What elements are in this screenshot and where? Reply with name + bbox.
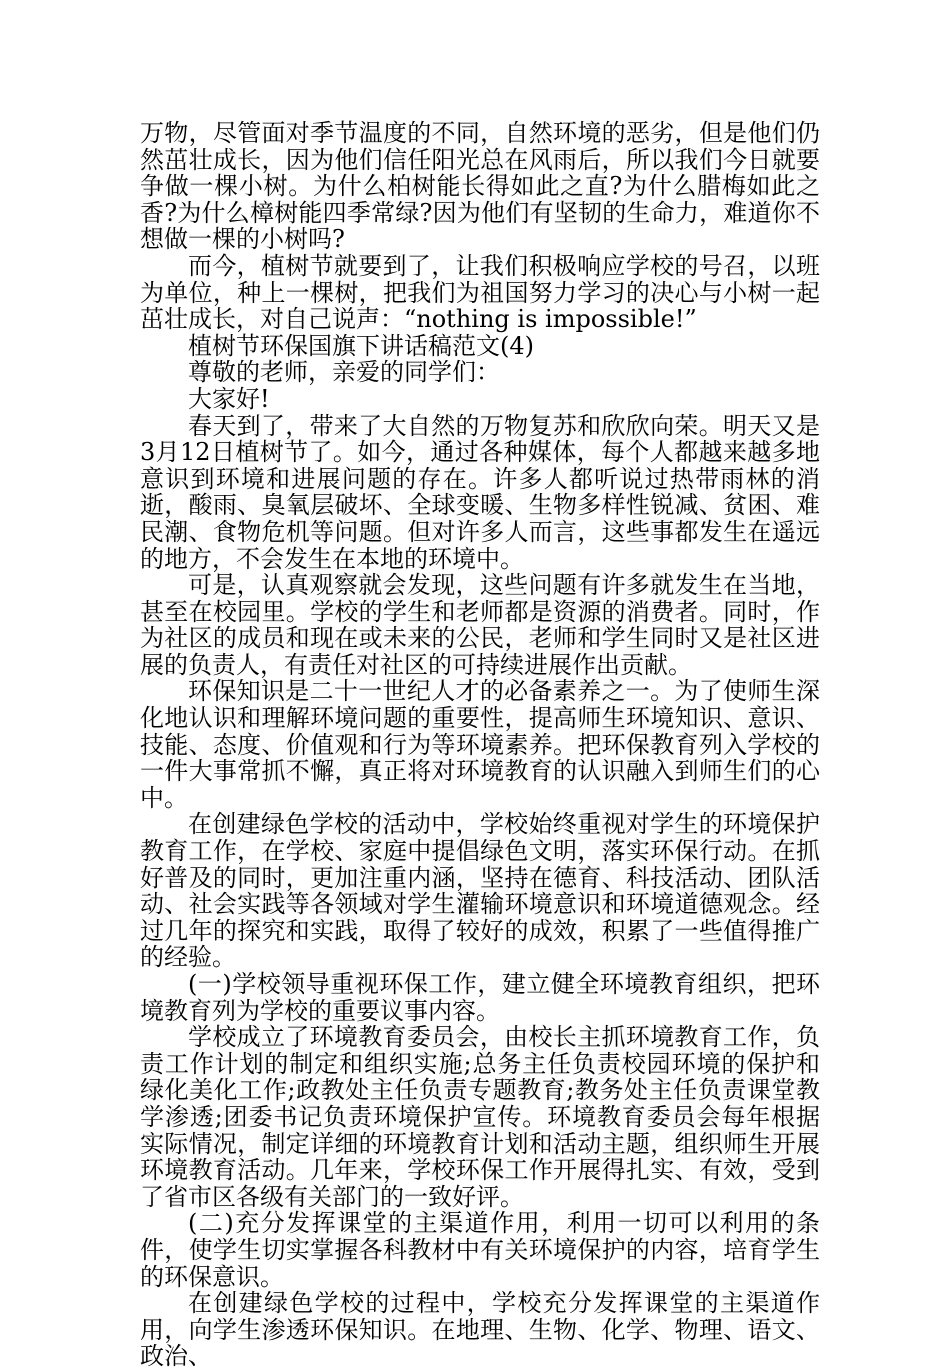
paragraph: 可是，认真观察就会发现，这些问题有许多就发生在当地，甚至在校园里。学校的学生和老师都是资源的消费者。同时，作为社区的成员和现在或未来的公民，老师和学生同时又是社区进展的负责人，有责任对社区的可持续进展作出贡献。 (140, 571, 820, 679)
paragraph: 在创建绿色学校的过程中，学校充分发挥课堂的主渠道作用，向学生渗透环保知识。在地理、生物、化学、物理、语文、政治、 (140, 1289, 820, 1370)
paragraph: 学校成立了环境教育委员会，由校长主抓环境教育工作，负责工作计划的制定和组织实施;总务主任负责校园环境的保护和绿化美化工作;政教处主任负责专题教育;教务处主任负责课堂教学渗透;团委书记负责环境保护宣传。环境教育委员会每年根据实际情况，制定详细的环境教育计划和活动主题，组织师生开展环境教育活动。几年来，学校环保工作开展得扎实、有效，受到了省市区各级有关部门的一致好评。 (140, 1023, 820, 1211)
paragraph: 环保知识是二十一世纪人才的必备素养之一。为了使师生深化地认识和理解环境问题的重要性，提高师生环境知识、意识、技能、态度、价值观和行为等环境素养。把环保教育列入学校的一件大事常抓不懈，真正将对环境教育的认识融入到师生们的心中。 (140, 677, 820, 812)
paragraph: 而今，植树节就要到了，让我们积极响应学校的号召，以班为单位，种上一棵树，把我们为祖国努力学习的决心与小树一起茁壮成长，对自己说声：“nothing is impossible!” (140, 251, 820, 334)
paragraph: 在创建绿色学校的活动中，学校始终重视对学生的环境保护教育工作，在学校、家庭中提倡绿色文明，落实环保行动。在抓好普及的同时，更加注重内涵，坚持在德育、科技活动、团队活动、社会实践等各领域对学生灌输环境意识和环境道德观念。经过几年的探究和实践，取得了较好的成效，积累了一些值得推广的经验。 (140, 810, 820, 972)
salutation: 尊敬的老师，亲爱的同学们： (188, 358, 500, 387)
section-heading: 植树节环保国旗下讲话稿范文(4) (188, 331, 534, 360)
paragraph: (二)充分发挥课堂的主渠道作用，利用一切可以利用的条件，使学生切实掌握各科教材中有关环境保护的内容，培育学生的环保意识。 (140, 1209, 820, 1291)
greeting: 大家好! (188, 384, 270, 413)
paragraph: 春天到了，带来了大自然的万物复苏和欣欣向荣。明天又是3月12日植树节了。如今，通过各种媒体，每个人都越来越多地意识到环境和进展问题的存在。许多人都听说过热带雨林的消逝，酸雨、臭氧层破坏、全球变暖、生物多样性锐减、贫困、难民潮、食物危机等问题。但对许多人而言，这些事都发生在遥远的地方，不会发生在本地的环境中。 (140, 411, 820, 573)
document-body (140, 120, 820, 1370)
paragraph: 万物，尽管面对季节温度的不同，自然环境的恶劣，但是他们仍然茁壮成长，因为他们信任阳光总在风雨后，所以我们今日就要争做一棵小树。为什么柏树能长得如此之直?为什么腊梅如此之香?为什么樟树能四季常绿?因为他们有坚韧的生命力，难道你不想做一棵的小树吗? (140, 119, 820, 254)
paragraph: (一)学校领导重视环保工作，建立健全环境教育组织，把环境教育列为学校的重要议事内容。 (140, 970, 820, 1025)
